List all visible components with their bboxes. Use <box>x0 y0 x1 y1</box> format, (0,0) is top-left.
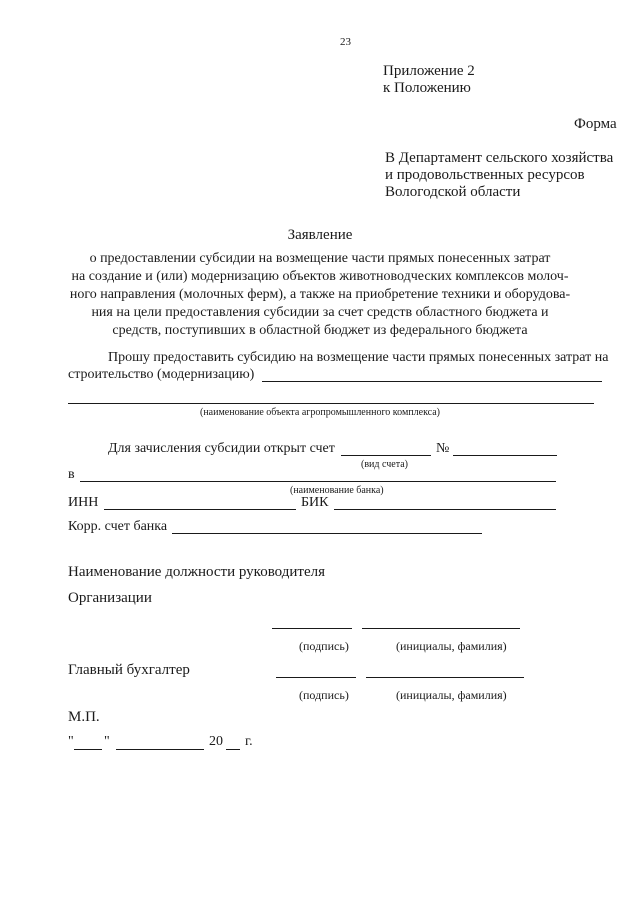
request-line2: строительство (модернизацию) <box>68 367 255 382</box>
corr-account-field[interactable] <box>172 533 482 534</box>
date-month-field[interactable] <box>116 749 204 750</box>
appendix-line1: Приложение 2 <box>383 63 475 79</box>
intro-line-2: на создание и (или) модернизацию объектов животноводческих комплексов молоч- <box>71 269 569 284</box>
accountant-label: Главный бухгалтер <box>68 662 190 678</box>
accountant-name-field[interactable] <box>366 677 524 678</box>
accountant-signature-caption: (подпись) <box>299 688 349 702</box>
date-year-field[interactable] <box>226 749 240 750</box>
object-caption: (наименование объекта агропромышленного комплекса) <box>200 407 441 418</box>
intro-line-3: ного направления (молочных ферм), а также на приобретение техники и оборудова- <box>69 287 571 302</box>
addressee-line2: и продовольственных ресурсов <box>385 167 585 183</box>
form-label: Форма <box>574 116 617 132</box>
accountant-signature-field[interactable] <box>276 677 356 678</box>
date-year-suffix: г. <box>245 734 253 749</box>
document-title: Заявление <box>287 227 353 243</box>
appendix-line2: к Положению <box>383 80 471 96</box>
date-close-quote: " <box>104 734 110 749</box>
addressee-line3: Вологодской области <box>385 184 521 200</box>
account-number-field[interactable] <box>453 455 557 456</box>
bik-field[interactable] <box>334 509 556 510</box>
accountant-name-caption: (инициалы, фамилия) <box>396 688 507 702</box>
addressee-line1: В Департамент сельского хозяйства <box>385 150 614 166</box>
head-signature-field[interactable] <box>272 628 352 629</box>
request-line1: Прошу предоставить субсидию на возмещение части прямых понесенных затрат на <box>108 350 609 365</box>
head-name-caption: (инициалы, фамилия) <box>396 639 507 653</box>
page-number: 23 <box>340 36 351 48</box>
bik-label: БИК <box>301 495 329 510</box>
head-name-field[interactable] <box>362 628 520 629</box>
intro-line-4: ния на цели предоставления субсидии за счет средств областного бюджета и <box>91 305 549 320</box>
date-day-field[interactable] <box>74 749 102 750</box>
object-fill-line-1[interactable] <box>262 381 602 382</box>
seal-label: М.П. <box>68 709 100 725</box>
bank-name-field[interactable] <box>80 481 556 482</box>
corr-account-label: Корр. счет банка <box>68 519 168 534</box>
account-type-caption: (вид счета) <box>361 459 408 470</box>
object-fill-line-2[interactable] <box>68 403 594 404</box>
organization-label: Организации <box>68 590 152 606</box>
head-title: Наименование должности руководителя <box>68 564 326 580</box>
head-signature-caption: (подпись) <box>299 639 349 653</box>
intro-line-5: средств, поступивших в областной бюджет из федерального бюджета <box>112 323 528 338</box>
inn-field[interactable] <box>104 509 296 510</box>
bank-caption: (наименование банка) <box>290 485 384 496</box>
date-open-quote: " <box>68 734 74 749</box>
account-type-field[interactable] <box>341 455 431 456</box>
bank-in-label: в <box>68 467 75 482</box>
account-label: Для зачисления субсидии открыт счет <box>108 441 335 456</box>
inn-label: ИНН <box>68 495 99 510</box>
date-year-prefix: 20 <box>209 734 223 749</box>
number-sign: № <box>436 441 450 456</box>
intro-line-1: о предоставлении субсидии на возмещение части прямых понесенных затрат <box>89 251 551 266</box>
